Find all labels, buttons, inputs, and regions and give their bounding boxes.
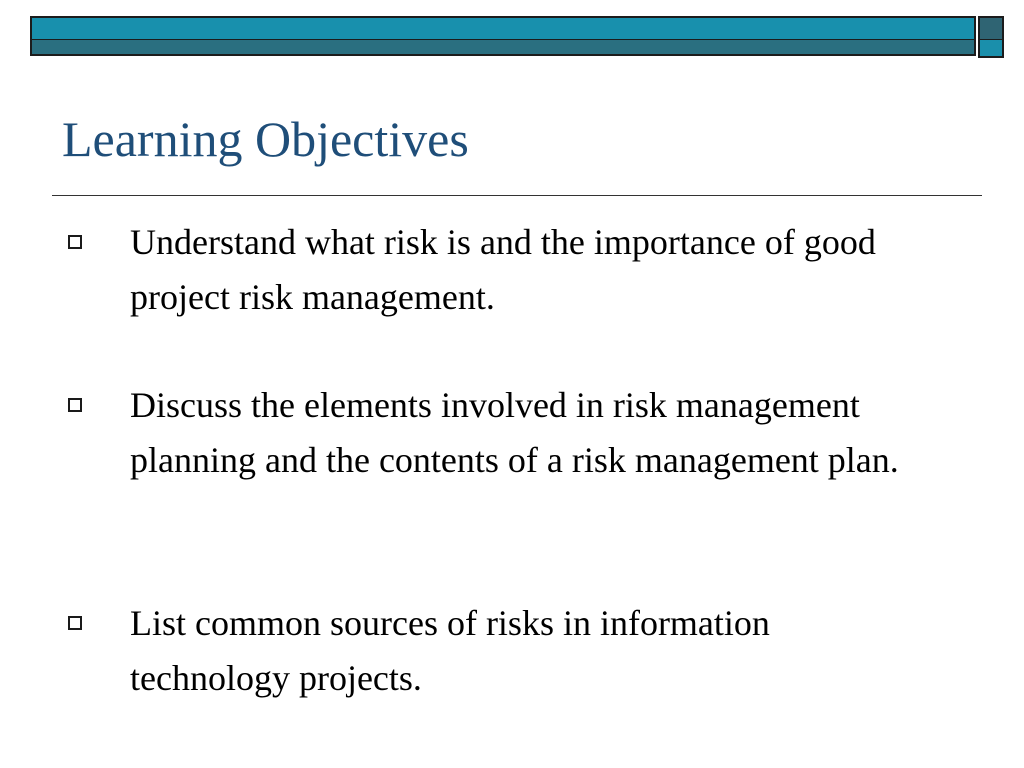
hollow-square-bullet-icon bbox=[68, 616, 82, 630]
band-upper-stripe bbox=[32, 18, 974, 40]
corner-box-lower bbox=[980, 40, 1002, 58]
header-decorative-band bbox=[30, 16, 976, 56]
bullet-text: Understand what risk is and the importance of good project risk management. bbox=[130, 222, 876, 317]
band-lower-stripe bbox=[32, 40, 974, 56]
hollow-square-bullet-icon bbox=[68, 398, 82, 412]
title-underline bbox=[52, 195, 982, 196]
bullet-text: List common sources of risks in information technology projects. bbox=[130, 603, 770, 698]
slide-title: Learning Objectives bbox=[62, 111, 469, 167]
header-corner-box bbox=[978, 16, 1004, 58]
hollow-square-bullet-icon bbox=[68, 235, 82, 249]
bullet-text: Discuss the elements involved in risk management planning and the contents of a risk management plan. bbox=[130, 385, 899, 480]
